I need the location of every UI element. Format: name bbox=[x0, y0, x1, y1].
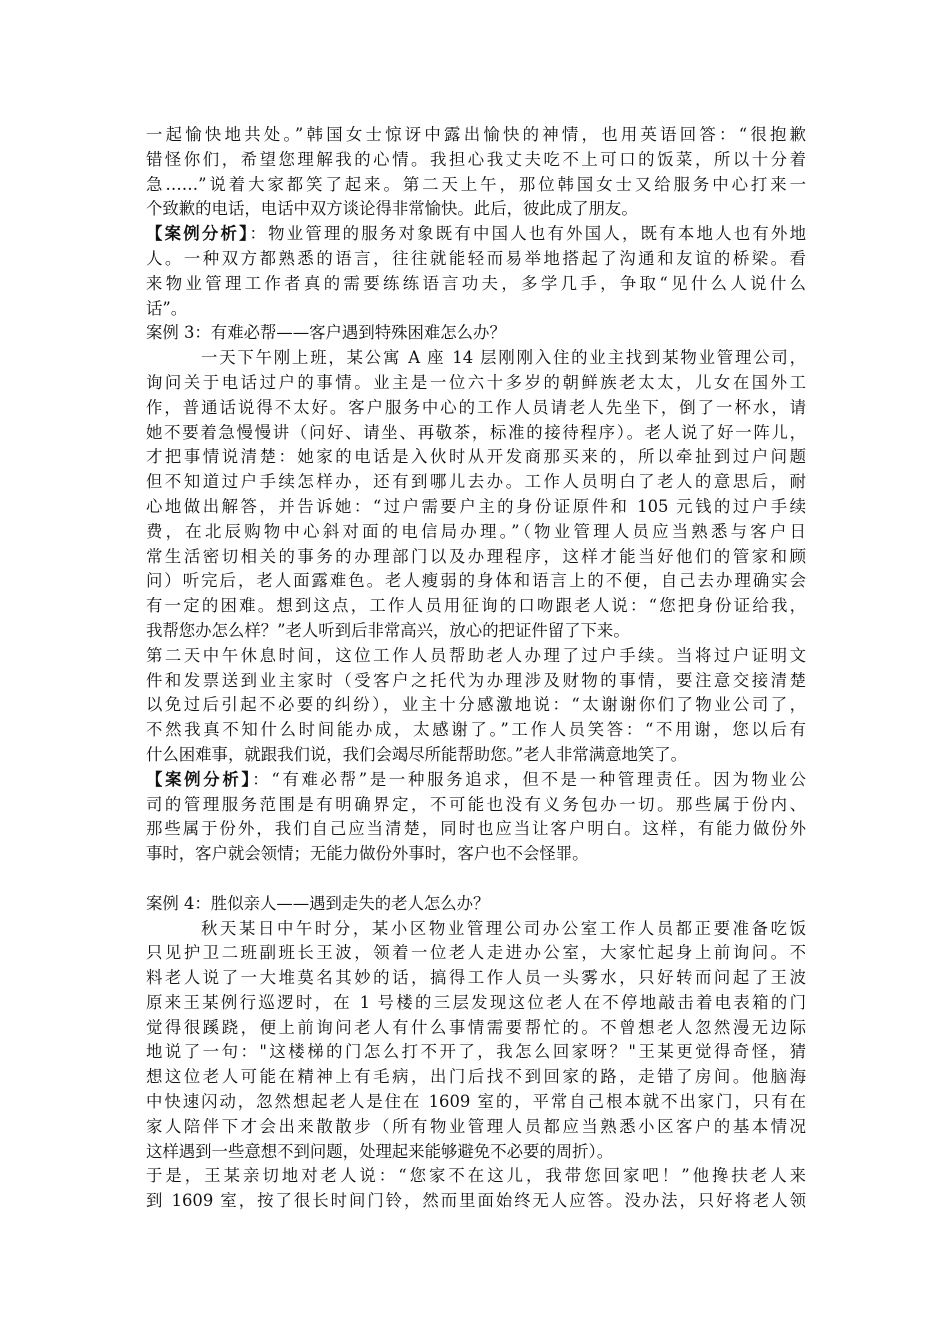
text-line: 话”。 bbox=[146, 298, 188, 318]
text-line: 一起愉快地共处。”韩国女士惊讶中露出愉快的神情，也用英语回答：“很抱歉 bbox=[146, 125, 806, 144]
text-line: 到 1609 室，按了很长时间门铃，然而里面始终无人应答。没办法，只好将老人领 bbox=[146, 1191, 806, 1211]
analysis-line bbox=[146, 222, 806, 247]
text-line: 这样遇到一些意想不到问题，处理起来能够避免不必要的周折）。 bbox=[146, 1141, 614, 1161]
text-line: 中快速闪动，忽然想起老人是住在 1609 室的，平常自己根本就不出家门，只有在 bbox=[146, 1092, 806, 1112]
text-line: 第二天中午休息时间，这位工作人员帮助老人办理了过户手续。当将过户证明文 bbox=[146, 645, 806, 665]
text-line: 一天下午刚上班，某公寓 A 座 14 层刚刚入住的业主找到某物业管理公司， bbox=[201, 348, 806, 368]
body-text bbox=[146, 123, 806, 1214]
text-line: 人。一种双方都熟悉的语言，往往就能轻而易举地搭起了沟通和友谊的桥梁。看 bbox=[146, 248, 806, 268]
analysis-text: ：物业管理的服务对象既有中国人也有外国人，既有本地人也有外地 bbox=[249, 224, 806, 244]
text-line: 作，普通话说得不太好。客户服务中心的工作人员请老人先坐下，倒了一杯水，请 bbox=[146, 397, 806, 417]
text-line: 急……”说着大家都笑了起来。第二天上午，那位韩国女士又给服务中心打来一 bbox=[146, 174, 806, 194]
text-line: 只见护卫二班副班长王波，领着一位老人走进办公室，大家忙起身上前询问。不 bbox=[146, 943, 806, 963]
text-line: 问）听完后，老人面露难色。老人瘦弱的身体和语言上的不便，自己去办理确实会 bbox=[146, 571, 806, 591]
text-line: 个致歉的电话，电话中双方谈论得非常愉快。此后，彼此成了朋友。 bbox=[146, 199, 638, 219]
case-heading: 案例 4：胜似亲人——遇到走失的老人怎么办？ bbox=[146, 893, 490, 913]
text-line: 来物业管理工作者真的需要练练语言功夫，多学几手，争取“见什么人说什么 bbox=[146, 273, 806, 293]
case-analysis-label: 【案例分析】 bbox=[146, 769, 253, 789]
text-line: 她不要着急慢慢讲（问好、请坐、再敬茶，标准的接待程序）。老人说了好一阵儿， bbox=[146, 422, 806, 442]
text-line: 秋天某日中午时分，某小区物业管理公司办公室工作人员都正要准备吃饭 bbox=[201, 918, 806, 938]
text-line: 司的管理服务范围是有明确界定，不可能也没有义务包办一切。那些属于份内、 bbox=[146, 794, 806, 814]
text-line: 事时，客户就会领情；无能力做份外事时，客户也不会怪罪。 bbox=[146, 844, 589, 864]
case-analysis-label: 【案例分析】 bbox=[146, 224, 250, 244]
blank-line bbox=[146, 867, 806, 892]
text-line: 觉得很蹊跷，便上前询问老人有什么事情需要帮忙的。不曾想老人忽然漫无边际 bbox=[146, 1017, 806, 1037]
text-line: 才把事情说清楚：她家的电话是入伙时从开发商那买来的，所以牵扯到过户问题 bbox=[146, 447, 806, 467]
text-line: 料老人说了一大堆莫名其妙的话，搞得工作人员一头雾水，只好转而问起了王波 bbox=[146, 968, 806, 988]
text-line: 但不知道过户手续怎样办，还有到哪儿去办。工作人员明白了老人的意思后，耐 bbox=[146, 472, 806, 492]
analysis-text: ：“有难必帮”是一种服务追求，但不是一种管理责任。因为物业公 bbox=[252, 769, 806, 789]
text-line: 原来王某例行巡逻时，在 1 号楼的三层发现这位老人在不停地敲击着电表箱的门 bbox=[146, 992, 806, 1012]
text-line: 询问关于电话过户的事情。业主是一位六十多岁的朝鲜族老太太，儿女在国外工 bbox=[146, 372, 806, 392]
text-line: 件和发票送到业主家时（受客户之托代为办理涉及财物的事情，要注意交接清楚 bbox=[146, 670, 806, 690]
text-line: 不然我真不知什么时间能办成，太感谢了。”工作人员笑答：“不用谢，您以后有 bbox=[146, 720, 806, 740]
text-line: 错怪你们，希望您理解我的心情。我担心我丈夫吃不上可口的饭菜，所以十分着 bbox=[146, 149, 806, 169]
text-line: 那些属于份外，我们自己应当清楚，同时也应当让客户明白。这样，有能力做份外 bbox=[146, 819, 806, 839]
text-line: 我帮您办怎么样？”老人听到后非常高兴，放心的把证件留了下来。 bbox=[146, 620, 630, 640]
text-line: 于是，王某亲切地对老人说：“您家不在这儿，我带您回家吧！”他搀扶老人来 bbox=[146, 1166, 806, 1186]
case-heading: 案例 3：有难必帮——客户遇到特殊困难怎么办？ bbox=[146, 323, 506, 343]
text-line: 以免过后引起不必要的纠纷），业主十分感激地说：“太谢谢你们了物业公司了， bbox=[146, 695, 806, 715]
text-line: 费，在北辰购物中心斜对面的电信局办理。”（物业管理人员应当熟悉与客户日 bbox=[146, 521, 806, 541]
text-line: 地说了一句："这楼梯的门怎么打不开了，我怎么回家呀？"王某更觉得奇怪，猜 bbox=[146, 1042, 806, 1062]
text-line: 心地做出解答，并告诉她：“过户需要户主的身份证原件和 105 元钱的过户手续 bbox=[146, 496, 806, 516]
text-line: 常生活密切相关的事务的办理部门以及办理程序，这样才能当好他们的管家和顾 bbox=[146, 546, 806, 566]
text-line: 家人陪伴下才会出来散散步（所有物业管理人员都应当熟悉小区客户的基本情况 bbox=[146, 1116, 806, 1136]
analysis-line bbox=[146, 768, 806, 793]
text-line: 有一定的困难。想到这点，工作人员用征询的口吻跟老人说：“您把身份证给我， bbox=[146, 596, 806, 616]
text-line: 想这位老人可能在精神上有毛病，出门后找不到回家的路，走错了房间。他脑海 bbox=[146, 1067, 806, 1087]
text-line: 什么困难事，就跟我们说，我们会竭尽所能帮助您。”老人非常满意地笑了。 bbox=[146, 744, 688, 764]
